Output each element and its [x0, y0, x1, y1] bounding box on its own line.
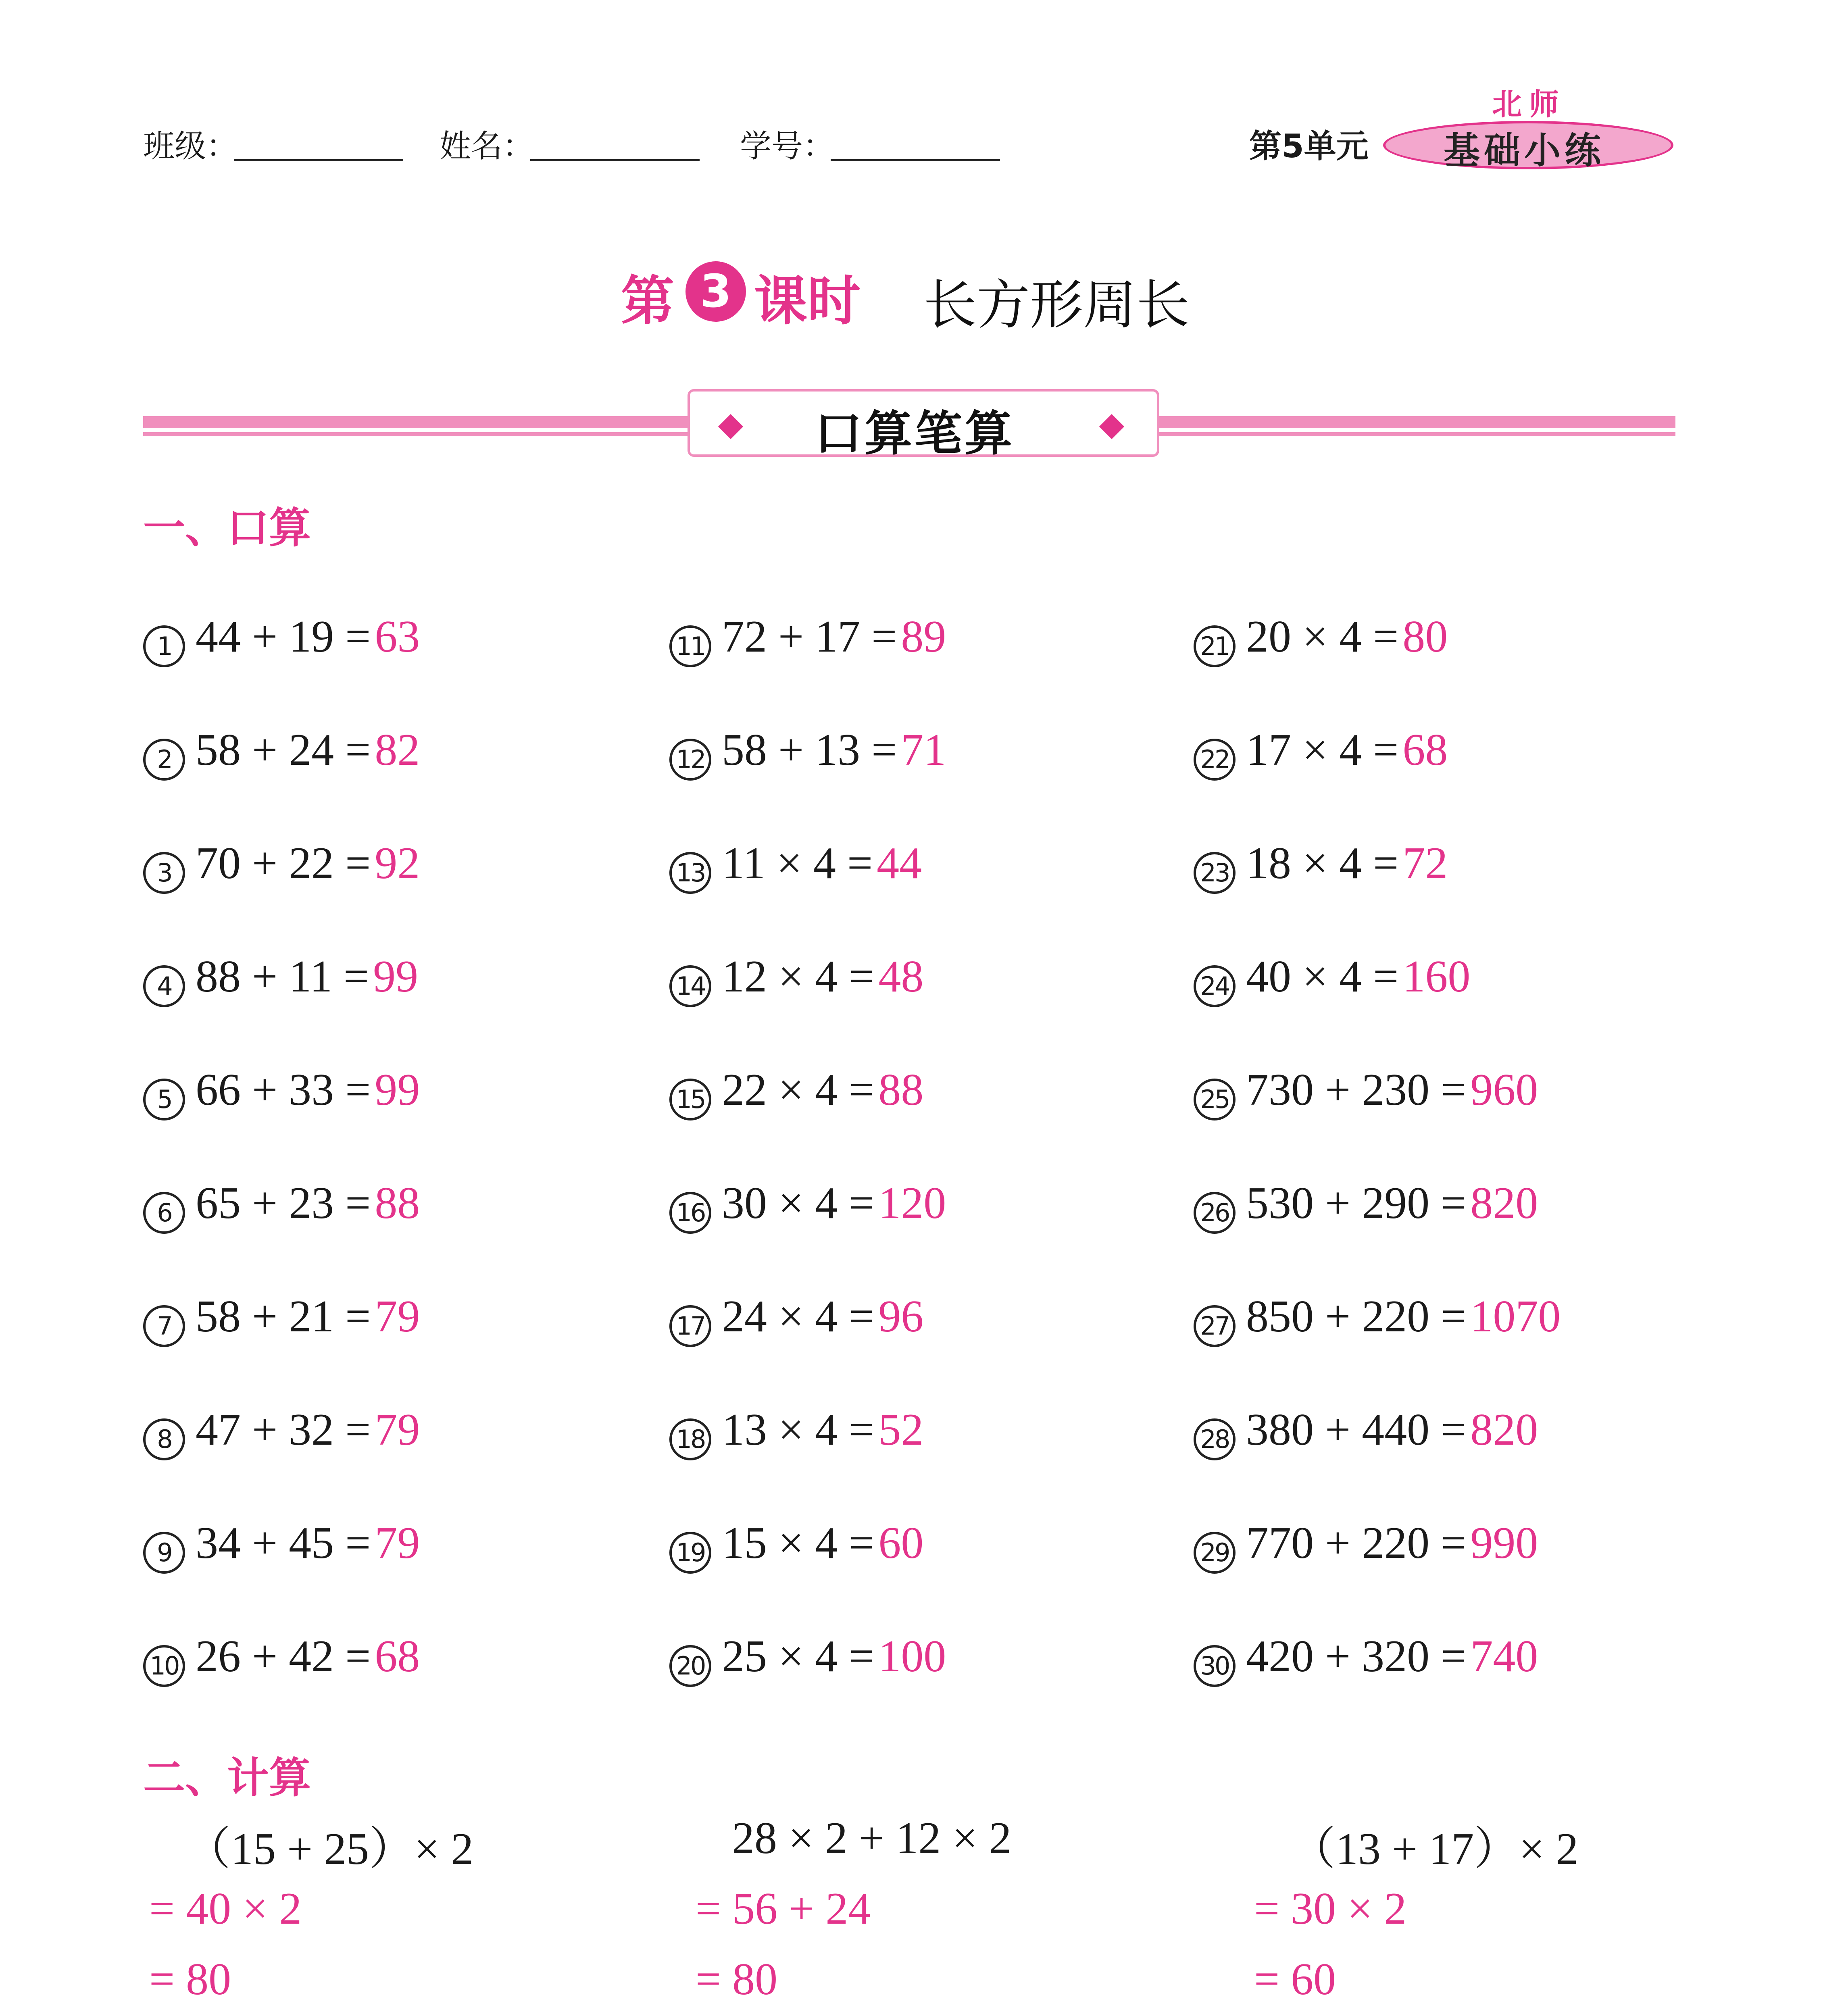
- oral-item: [1194, 1404, 1538, 1460]
- item-answer: 48: [878, 952, 924, 1002]
- item-number: 21: [1194, 625, 1236, 667]
- oral-item: [143, 1404, 420, 1460]
- item-answer: 990: [1470, 1518, 1538, 1568]
- item-answer: 160: [1402, 952, 1471, 1002]
- item-answer: 740: [1470, 1631, 1538, 1681]
- item-number: 4: [143, 965, 185, 1007]
- oral-item: [669, 1631, 946, 1687]
- item-answer: 68: [375, 1631, 420, 1681]
- item-expression: 30 × 4 =: [722, 1178, 875, 1228]
- item-expression: 88 + 11 =: [196, 952, 369, 1002]
- oral-item: [669, 1517, 923, 1574]
- oral-item: [669, 1177, 946, 1234]
- item-answer: 68: [1402, 725, 1448, 775]
- item-expression: 20 × 4 =: [1246, 612, 1399, 662]
- item-expression: 70 + 22 =: [196, 838, 371, 888]
- item-expression: 40 × 4 =: [1246, 952, 1399, 1002]
- item-number: 9: [143, 1532, 185, 1574]
- oral-item: [669, 724, 946, 781]
- item-answer: 96: [878, 1291, 924, 1341]
- item-expression: 34 + 45 =: [196, 1518, 371, 1568]
- item-number: 27: [1194, 1305, 1236, 1347]
- item-expression: 850 + 220 =: [1246, 1291, 1467, 1341]
- item-number: 1: [143, 625, 185, 667]
- item-number: 3: [143, 852, 185, 894]
- name-label: 姓名：: [440, 128, 534, 165]
- item-number: 17: [669, 1305, 711, 1347]
- item-answer: 92: [375, 838, 420, 888]
- item-number: 6: [143, 1192, 185, 1234]
- item-expression: 380 + 440 =: [1246, 1405, 1467, 1455]
- item-number: 22: [1194, 739, 1236, 781]
- item-expression: 530 + 290 =: [1246, 1178, 1467, 1228]
- item-expression: 44 + 19 =: [196, 612, 371, 662]
- item-expression: 18 × 4 =: [1246, 838, 1399, 888]
- item-number: 10: [143, 1645, 185, 1687]
- item-number: 24: [1194, 965, 1236, 1007]
- item-number: 20: [669, 1645, 711, 1687]
- item-answer: 1070: [1470, 1291, 1561, 1341]
- item-expression: 730 + 230 =: [1246, 1065, 1467, 1115]
- calc-step: = 40 × 2: [149, 1884, 302, 1934]
- item-number: 30: [1194, 1645, 1236, 1687]
- item-number: 2: [143, 739, 185, 781]
- item-answer: 80: [1402, 612, 1448, 662]
- calc-question: 28 × 2 + 12 × 2: [732, 1813, 1012, 1863]
- calc-step: = 56 + 24: [696, 1884, 871, 1934]
- oral-item: [143, 1631, 420, 1687]
- item-number: 26: [1194, 1192, 1236, 1234]
- item-expression: 66 + 33 =: [196, 1065, 371, 1115]
- item-answer: 99: [373, 952, 419, 1002]
- item-expression: 13 × 4 =: [722, 1405, 875, 1455]
- item-answer: 820: [1470, 1178, 1538, 1228]
- oral-item: [143, 724, 420, 781]
- oral-item: [143, 951, 418, 1007]
- oral-item: [669, 837, 922, 894]
- item-number: 12: [669, 739, 711, 781]
- item-expression: 24 × 4 =: [722, 1291, 875, 1341]
- brand-top-text: 北师: [1492, 87, 1566, 122]
- oral-item: [669, 611, 946, 667]
- oral-item: [669, 1064, 923, 1120]
- oral-item: [1194, 1631, 1538, 1687]
- oral-item: [143, 611, 420, 667]
- item-expression: 72 + 17 =: [722, 612, 897, 662]
- item-answer: 820: [1470, 1405, 1538, 1455]
- lesson-title: 长方形周长: [923, 274, 1190, 336]
- student-id-field[interactable]: [831, 159, 1000, 161]
- item-answer: 99: [375, 1065, 420, 1115]
- name-field[interactable]: [530, 159, 700, 161]
- item-answer: 52: [878, 1405, 924, 1455]
- item-number: 23: [1194, 852, 1236, 894]
- item-answer: 89: [901, 612, 946, 662]
- item-answer: 120: [878, 1178, 946, 1228]
- student-id-label: 学号：: [740, 128, 835, 165]
- class-field[interactable]: [234, 159, 403, 161]
- item-number: 16: [669, 1192, 711, 1234]
- item-expression: 47 + 32 =: [196, 1405, 371, 1455]
- oral-item: [143, 1517, 420, 1574]
- banner-title: 口算笔算: [815, 406, 1015, 461]
- oral-item: [143, 1291, 420, 1347]
- item-expression: 22 × 4 =: [722, 1065, 875, 1115]
- oral-item: [1194, 724, 1448, 781]
- oral-item: [143, 837, 420, 894]
- item-answer: 71: [901, 725, 946, 775]
- oral-item: [1194, 1064, 1538, 1120]
- oral-item: [1194, 1177, 1538, 1234]
- item-expression: 12 × 4 =: [722, 952, 875, 1002]
- item-number: 5: [143, 1079, 185, 1120]
- item-expression: 770 + 220 =: [1246, 1518, 1467, 1568]
- oral-item: [669, 951, 923, 1007]
- class-label: 班级：: [143, 128, 238, 165]
- oral-item: [1194, 611, 1448, 667]
- item-expression: 25 × 4 =: [722, 1631, 875, 1681]
- item-answer: 72: [1402, 838, 1448, 888]
- item-number: 29: [1194, 1532, 1236, 1574]
- item-expression: 65 + 23 =: [196, 1178, 371, 1228]
- calc-step: = 60: [1254, 1954, 1336, 2004]
- calc-step: = 30 × 2: [1254, 1884, 1407, 1934]
- item-number: 13: [669, 852, 711, 894]
- calc-step: = 80: [696, 1954, 778, 2004]
- item-expression: 15 × 4 =: [722, 1518, 875, 1568]
- item-number: 25: [1194, 1079, 1236, 1120]
- oral-item: [669, 1291, 923, 1347]
- item-number: 7: [143, 1305, 185, 1347]
- unit-label: 第5单元: [1249, 127, 1369, 165]
- item-answer: 88: [878, 1065, 924, 1115]
- calc-question: （15 + 25）× 2: [185, 1824, 474, 1874]
- item-expression: 58 + 21 =: [196, 1291, 371, 1341]
- item-answer: 44: [877, 838, 922, 888]
- item-answer: 63: [375, 612, 420, 662]
- brand-main-text: 基础小练: [1444, 129, 1605, 172]
- calc-section-heading: 二、计算: [143, 1753, 311, 1802]
- lesson-prefix: 第: [621, 270, 674, 332]
- item-answer: 88: [375, 1178, 420, 1228]
- item-number: 14: [669, 965, 711, 1007]
- item-expression: 11 × 4 =: [722, 838, 873, 888]
- item-number: 15: [669, 1079, 711, 1120]
- item-number: 8: [143, 1418, 185, 1460]
- item-expression: 26 + 42 =: [196, 1631, 371, 1681]
- oral-item: [1194, 837, 1448, 894]
- calc-question: （13 + 17）× 2: [1290, 1824, 1579, 1874]
- item-expression: 17 × 4 =: [1246, 725, 1399, 775]
- oral-item: [1194, 1291, 1561, 1347]
- oral-item: [1194, 1517, 1538, 1574]
- item-expression: 58 + 24 =: [196, 725, 371, 775]
- item-answer: 100: [878, 1631, 946, 1681]
- item-answer: 60: [878, 1518, 924, 1568]
- oral-item: [669, 1404, 923, 1460]
- item-expression: 420 + 320 =: [1246, 1631, 1467, 1681]
- oral-item: [143, 1064, 420, 1120]
- oral-section-heading: 一、口算: [143, 503, 311, 552]
- lesson-suffix: 课时: [754, 270, 860, 332]
- item-answer: 82: [375, 725, 420, 775]
- item-number: 11: [669, 625, 711, 667]
- item-answer: 79: [375, 1518, 420, 1568]
- calc-step: = 80: [149, 1954, 231, 2004]
- oral-item: [1194, 951, 1470, 1007]
- item-answer: 79: [375, 1291, 420, 1341]
- item-expression: 58 + 13 =: [722, 725, 897, 775]
- item-answer: 79: [375, 1405, 420, 1455]
- item-number: 18: [669, 1418, 711, 1460]
- oral-item: [143, 1177, 420, 1234]
- lesson-number-badge: 3: [685, 261, 746, 322]
- item-number: 28: [1194, 1418, 1236, 1460]
- item-number: 19: [669, 1532, 711, 1574]
- item-answer: 960: [1470, 1065, 1538, 1115]
